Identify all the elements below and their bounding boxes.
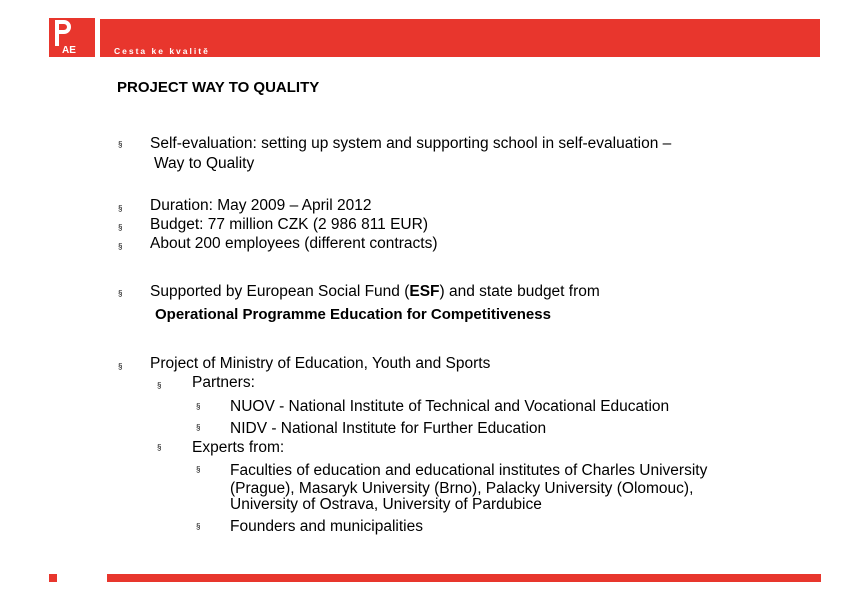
budget-text: Budget: 77 million CZK (2 986 811 EUR) bbox=[150, 216, 428, 233]
esf-line2: Operational Programme Education for Competitiveness bbox=[155, 306, 551, 323]
bullet-icon: § bbox=[157, 443, 162, 452]
partners-text: Partners: bbox=[192, 374, 255, 391]
esf-line1-c: ) and state budget from bbox=[439, 283, 600, 300]
ministry-text: Project of Ministry of Education, Youth and Sports bbox=[150, 355, 491, 372]
bullet-icon: § bbox=[118, 242, 123, 251]
logo-text: AE bbox=[62, 45, 76, 56]
bullet-icon: § bbox=[118, 204, 123, 213]
esf-acronym: ESF bbox=[409, 283, 440, 300]
footer-bar bbox=[107, 574, 821, 582]
self-eval-line1: Self-evaluation: setting up system and supporting school in self-evaluation – bbox=[150, 135, 672, 152]
esf-line1 bbox=[150, 282, 600, 301]
nidv-text: NIDV - National Institute for Further Education bbox=[230, 420, 547, 437]
esf-line1-a: Supported by European Social Fund ( bbox=[150, 283, 410, 300]
experts-text: Experts from: bbox=[192, 439, 285, 456]
self-eval-line2: Way to Quality bbox=[154, 155, 255, 172]
page-title: PROJECT WAY TO QUALITY bbox=[117, 79, 320, 96]
faculties-line3: University of Ostrava, University of Pardubice bbox=[230, 496, 542, 513]
duration-text: Duration: May 2009 – April 2012 bbox=[150, 197, 372, 214]
logo-p-icon bbox=[53, 20, 71, 46]
bullet-icon: § bbox=[196, 423, 201, 432]
bullet-icon: § bbox=[196, 465, 201, 474]
nuov-text: NUOV - National Institute of Technical and Vocational Education bbox=[230, 398, 670, 415]
footer-square bbox=[49, 574, 57, 582]
bullet-icon: § bbox=[118, 140, 123, 149]
faculties-line2: (Prague), Masaryk University (Brno), Palacky University (Olomouc), bbox=[230, 480, 694, 497]
header-tagline: Cesta ke kvalitě bbox=[114, 46, 210, 56]
faculties-line1: Faculties of education and educational institutes of Charles University bbox=[230, 462, 708, 479]
bullet-icon: § bbox=[118, 362, 123, 371]
bullet-icon: § bbox=[118, 223, 123, 232]
bullet-icon: § bbox=[196, 402, 201, 411]
employees-text: About 200 employees (different contracts) bbox=[150, 235, 438, 252]
bullet-icon: § bbox=[196, 522, 201, 531]
bullet-icon: § bbox=[157, 381, 162, 390]
bullet-icon: § bbox=[118, 289, 123, 298]
founders-text: Founders and municipalities bbox=[230, 518, 423, 535]
